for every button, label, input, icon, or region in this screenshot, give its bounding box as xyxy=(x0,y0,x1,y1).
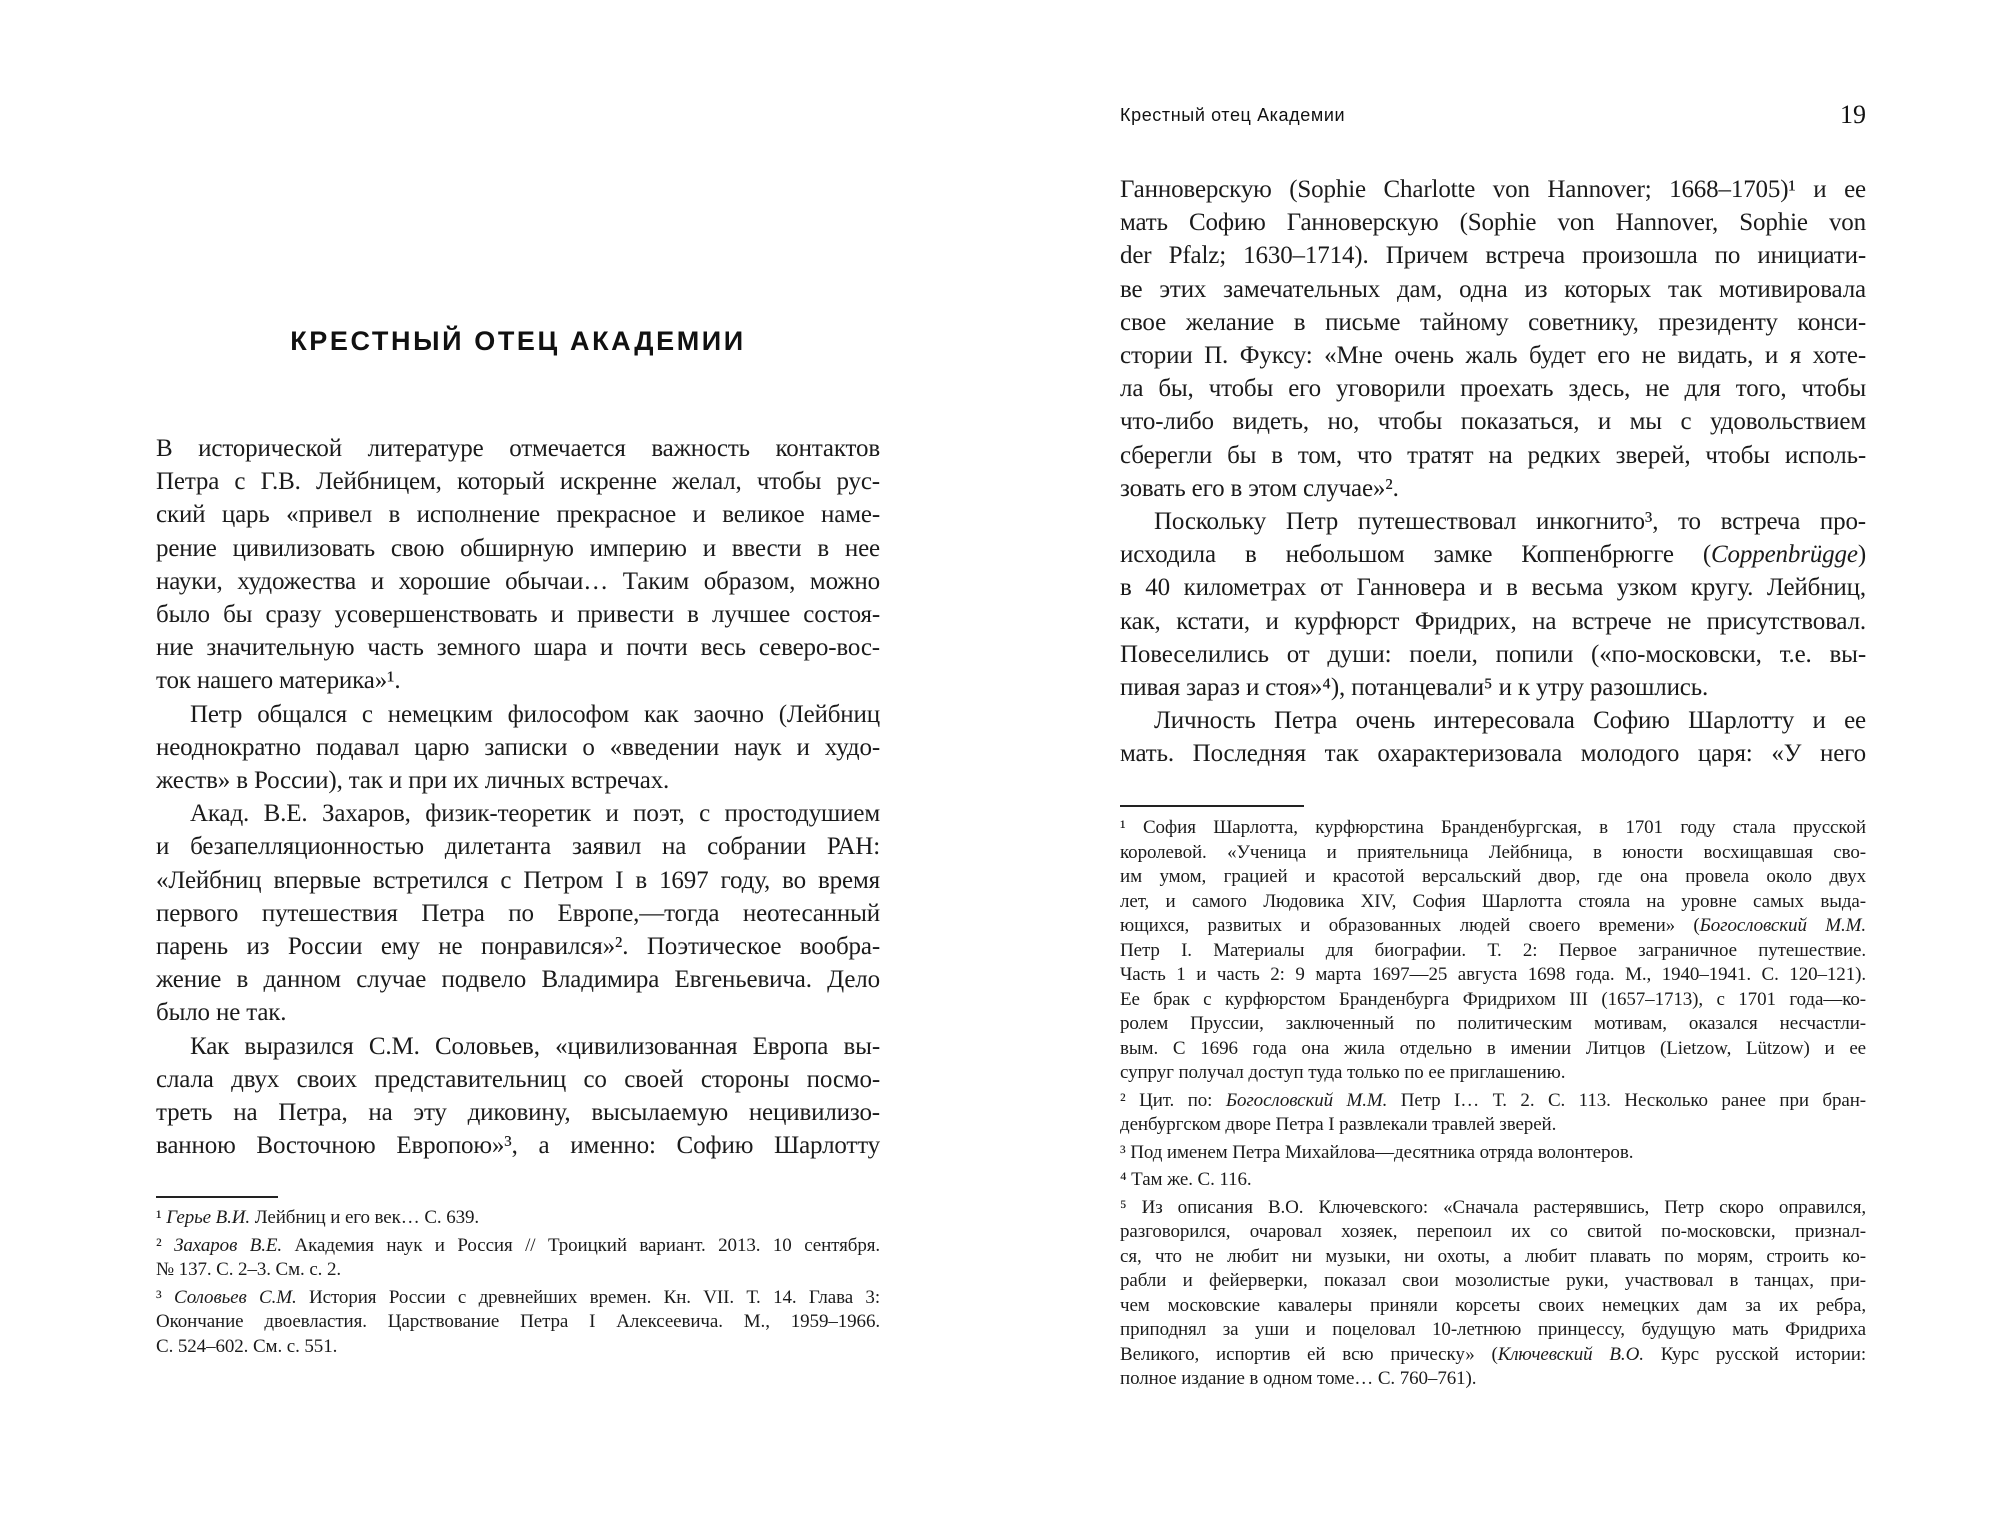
text-line: зовать его в этом случае»². xyxy=(1120,474,1399,502)
text-line: мать. Последняя так охарактеризовала молодого царя: «У него xyxy=(1120,740,1866,768)
text-line: было бы сразу усовершенствовать и привести в лучшее состоя- xyxy=(156,601,880,629)
italic-citation: Богословский М.М. xyxy=(1225,1089,1388,1111)
text-segment: Курс русской истории: xyxy=(1643,1343,1867,1365)
text-line: ние значительную часть земного шара и почти весь северо-вос- xyxy=(156,634,880,662)
text-segment: ² xyxy=(156,1234,175,1256)
text-segment: Академия наук и Россия // Троицкий вариант. 2013. 10 сентября. xyxy=(282,1234,881,1256)
text-line: стории П. Фуксу: «Мне очень жаль будет его не видать, и я хоте- xyxy=(1120,342,1866,370)
text-line: разговорился, очаровал хозяек, перепоил их со свитой по-московски, признал- xyxy=(1120,1221,1866,1242)
text-line: ся, что не любит ни музыки, ни охоты, а любит плавать по морям, строить ко- xyxy=(1120,1245,1866,1267)
text-line xyxy=(1120,1089,1866,1114)
text-line: и безапелляционностью дилетанта заявил на собрании РАН: xyxy=(156,833,880,861)
footnote xyxy=(1120,1196,1866,1392)
text-line: лет, и самого Людовика XIV, София Шарлотта стояла на уровне самых выда- xyxy=(1120,890,1866,912)
italic-citation: Ключевский В.О. xyxy=(1497,1343,1644,1365)
text-line: королевой. «Ученица и приятельница Лейбница, в юности восхищавшая сво- xyxy=(1120,841,1866,863)
text-line: мать Софию Ганноверскую (Sophie von Hannover, Sophie von xyxy=(1120,209,1866,237)
paragraph xyxy=(156,432,880,698)
text-line: Акад. В.Е. Захаров, физик-теоретик и поэт, с простодушием xyxy=(190,800,880,828)
text-line: первого путешествия Петра по Европе,—тогда неотесанный xyxy=(156,899,880,927)
text-line: свое желание в письме тайному советнику, президенту конси- xyxy=(1120,308,1866,336)
text-line: ве этих замечательных дам, одна из которых так мотивировала xyxy=(1120,275,1866,303)
footnote xyxy=(156,1234,880,1283)
text-line: Петр I. Материалы для биографии. Т. 2: Первое заграничное путешествие. xyxy=(1120,939,1866,961)
text-line: рение цивилизовать свою обширную империю и ввести в нее xyxy=(156,534,880,562)
chapter-title: КРЕСТНЫЙ ОТЕЦ АКАДЕМИИ xyxy=(290,326,746,356)
text-segment: История России с древнейших времен. Кн. VII. Т. 14. Глава 3: xyxy=(296,1286,881,1308)
text-line: ³ Под именем Петра Михайлова—десятника отряда волонтеров. xyxy=(1120,1141,1634,1163)
text-segment: ) xyxy=(1857,541,1866,569)
running-head: Крестный отец Академии xyxy=(1120,105,1346,125)
text-line: науки, художества и хорошие обычаи… Таким образом, можно xyxy=(156,567,880,595)
paragraph xyxy=(156,1030,880,1163)
text-segment: Петр I… Т. 2. С. 113. Несколько ранее при бран- xyxy=(1387,1089,1866,1111)
text-line: ла бы, чтобы его уговорили проехать здесь, не для того, чтобы xyxy=(1120,375,1866,403)
text-line: ¹ София Шарлотта, курфюрстина Бранденбургская, в 1701 году стала прусской xyxy=(1120,817,1866,838)
text-line: вым. С 1696 года она жила отдельно в имении Литцов (Lietzow, Lützow) и ее xyxy=(1120,1037,1866,1059)
right-footnotes xyxy=(1120,816,1866,1395)
paragraph xyxy=(1120,505,1866,704)
text-line: парень из России ему не понравился»². Поэтическое вообра- xyxy=(156,933,880,961)
text-line: Поскольку Петр путешествовал инкогнито³, то встреча про- xyxy=(1154,508,1866,536)
text-line: было не так. xyxy=(156,999,287,1027)
text-segment: исходила в небольшом замке Коппенбрюгге ( xyxy=(1120,541,1712,569)
text-line: ванною Восточною Европою»³, а именно: Софию Шарлотту xyxy=(156,1132,880,1160)
right-body-text xyxy=(1120,173,1866,771)
footnote xyxy=(1120,816,1866,1086)
text-segment: ющихся, развитых и образованных людей своего времени» ( xyxy=(1120,915,1700,936)
text-line: жеств» в России), так и при их личных встречах. xyxy=(156,767,670,795)
footnote xyxy=(156,1206,880,1231)
text-line: приподнял за уши и поцеловал 10-летнюю принцессу, будущую мать Фридриха xyxy=(1120,1319,1866,1340)
text-segment: ³ xyxy=(156,1286,174,1308)
text-line: Личность Петра очень интересовала Софию Шарлотту и ее xyxy=(1154,707,1866,735)
text-line: Как выразился С.М. Соловьев, «цивилизованная Европа вы- xyxy=(190,1032,880,1060)
text-line: С. 524–602. См. с. 551. xyxy=(156,1335,338,1357)
text-segment: ¹ xyxy=(156,1207,167,1228)
text-line: рабли и фейерверки, показал свои мозолистые руки, участвовал в танцах, при- xyxy=(1120,1270,1866,1291)
footnote xyxy=(156,1286,880,1360)
paragraph xyxy=(156,797,880,1029)
italic-citation: Захаров В.Е. xyxy=(174,1234,283,1256)
footnote xyxy=(1120,1168,1866,1193)
text-line: «Лейбниц впервые встретился с Петром I в 1697 году, во время xyxy=(156,866,880,894)
text-line: Ее брак с курфюрстом Бранденбурга Фридрихом III (1657–1713), с 1701 года—ко- xyxy=(1120,988,1866,1010)
text-line xyxy=(156,1234,880,1259)
text-line: Петра с Г.В. Лейбницем, который искренне желал, чтобы рус- xyxy=(156,468,880,496)
text-line: полное издание в одном томе… С. 760–761). xyxy=(1120,1368,1477,1389)
text-line xyxy=(156,1286,880,1311)
text-line: ⁴ Там же. С. 116. xyxy=(1120,1169,1252,1190)
italic-citation: Герье В.И. xyxy=(166,1207,251,1228)
italic-citation: Coppenbrügge xyxy=(1711,541,1858,569)
text-line xyxy=(1120,914,1866,939)
italic-citation: Богословский М.М. xyxy=(1699,915,1866,936)
left-body-text xyxy=(156,432,880,1162)
left-footnotes xyxy=(156,1206,880,1362)
footnote xyxy=(1120,1141,1866,1166)
text-line: ток нашего материка»¹. xyxy=(156,667,401,695)
text-segment: Великого, испортив ей всю прическу» ( xyxy=(1120,1343,1498,1365)
text-line: треть на Петра, на эту диковину, высылаемую нецивилизо- xyxy=(156,1099,880,1127)
text-line: сберегли бы в том, что тратят на редких зверей, чтобы исполь- xyxy=(1120,441,1866,469)
text-line: чем московские кавалеры приняли корсеты своих немецких дам за их ребра, xyxy=(1120,1294,1866,1316)
text-line xyxy=(156,1206,880,1231)
footnote xyxy=(1120,1089,1866,1138)
right-page xyxy=(1000,0,2000,1513)
text-segment: ² Цит. по: xyxy=(1120,1089,1226,1111)
text-line xyxy=(1120,538,1866,571)
text-line xyxy=(1120,1343,1866,1368)
paragraph xyxy=(1120,173,1866,505)
text-line: ский царь «привел в исполнение прекрасное и великое наме- xyxy=(156,501,880,529)
text-line: № 137. С. 2–3. См. с. 2. xyxy=(156,1259,342,1280)
footnote-divider xyxy=(156,1196,278,1198)
text-line: жение в данном случае подвело Владимира Евгеньевича. Дело xyxy=(156,966,880,994)
text-line: Окончание двоевластия. Царствование Петра I Алексеевича. М., 1959–1966. xyxy=(156,1311,880,1332)
text-line: денбургском дворе Петра I развлекали травлей зверей. xyxy=(1120,1114,1557,1135)
text-line: им умом, грацией и красотой версальский двор, где она провела около двух xyxy=(1120,866,1866,887)
footnote-divider xyxy=(1120,805,1304,807)
text-line: ролем Пруссии, заключенный по политическим мотивам, оказался несчастли- xyxy=(1120,1013,1866,1034)
text-line: Повеселились от души: поели, попили («по-московски, т.е. вы- xyxy=(1120,640,1866,668)
text-line: ⁵ Из описания В.О. Ключевского: «Сначала растерявшись, Петр скоро оправился, xyxy=(1120,1196,1866,1218)
page-number: 19 xyxy=(1840,100,1866,129)
text-segment: Лейбниц и его век… С. 639. xyxy=(250,1207,480,1228)
text-line: Часть 1 и часть 2: 9 марта 1697—25 августа 1698 года. М., 1940–1941. С. 120–121). xyxy=(1120,964,1866,985)
text-line: Ганноверскую (Sophie Charlotte von Hannover; 1668–1705)¹ и ее xyxy=(1120,176,1866,203)
text-line: пивая зараз и стоя»⁴), потанцевали⁵ и к утру разошлись. xyxy=(1120,674,1709,702)
text-line: der Pfalz; 1630–1714). Причем встреча произошла по инициати- xyxy=(1120,242,1866,270)
text-line: супруг получал доступ туда только по ее приглашению. xyxy=(1120,1062,1566,1083)
paragraph xyxy=(1120,704,1866,770)
text-line: как, кстати, и курфюрст Фридрих, на встрече не присутствовал. xyxy=(1120,607,1866,635)
text-line: что-либо видеть, но, чтобы показаться, и мы с удовольствием xyxy=(1120,408,1866,436)
italic-citation: Соловьев С.М. xyxy=(174,1286,297,1308)
text-line: неоднократно подавал царю записки о «введении наук и худо- xyxy=(156,733,880,761)
paragraph xyxy=(156,698,880,798)
text-line: слала двух своих представительниц со своей стороны посмо- xyxy=(156,1065,880,1093)
text-line: В исторической литературе отмечается важность контактов xyxy=(156,435,880,462)
text-line: Петр общался с немецким философом как заочно (Лейбниц xyxy=(190,700,880,728)
text-line: в 40 километрах от Ганновера и в весьма узком кругу. Лейбниц, xyxy=(1120,574,1866,602)
